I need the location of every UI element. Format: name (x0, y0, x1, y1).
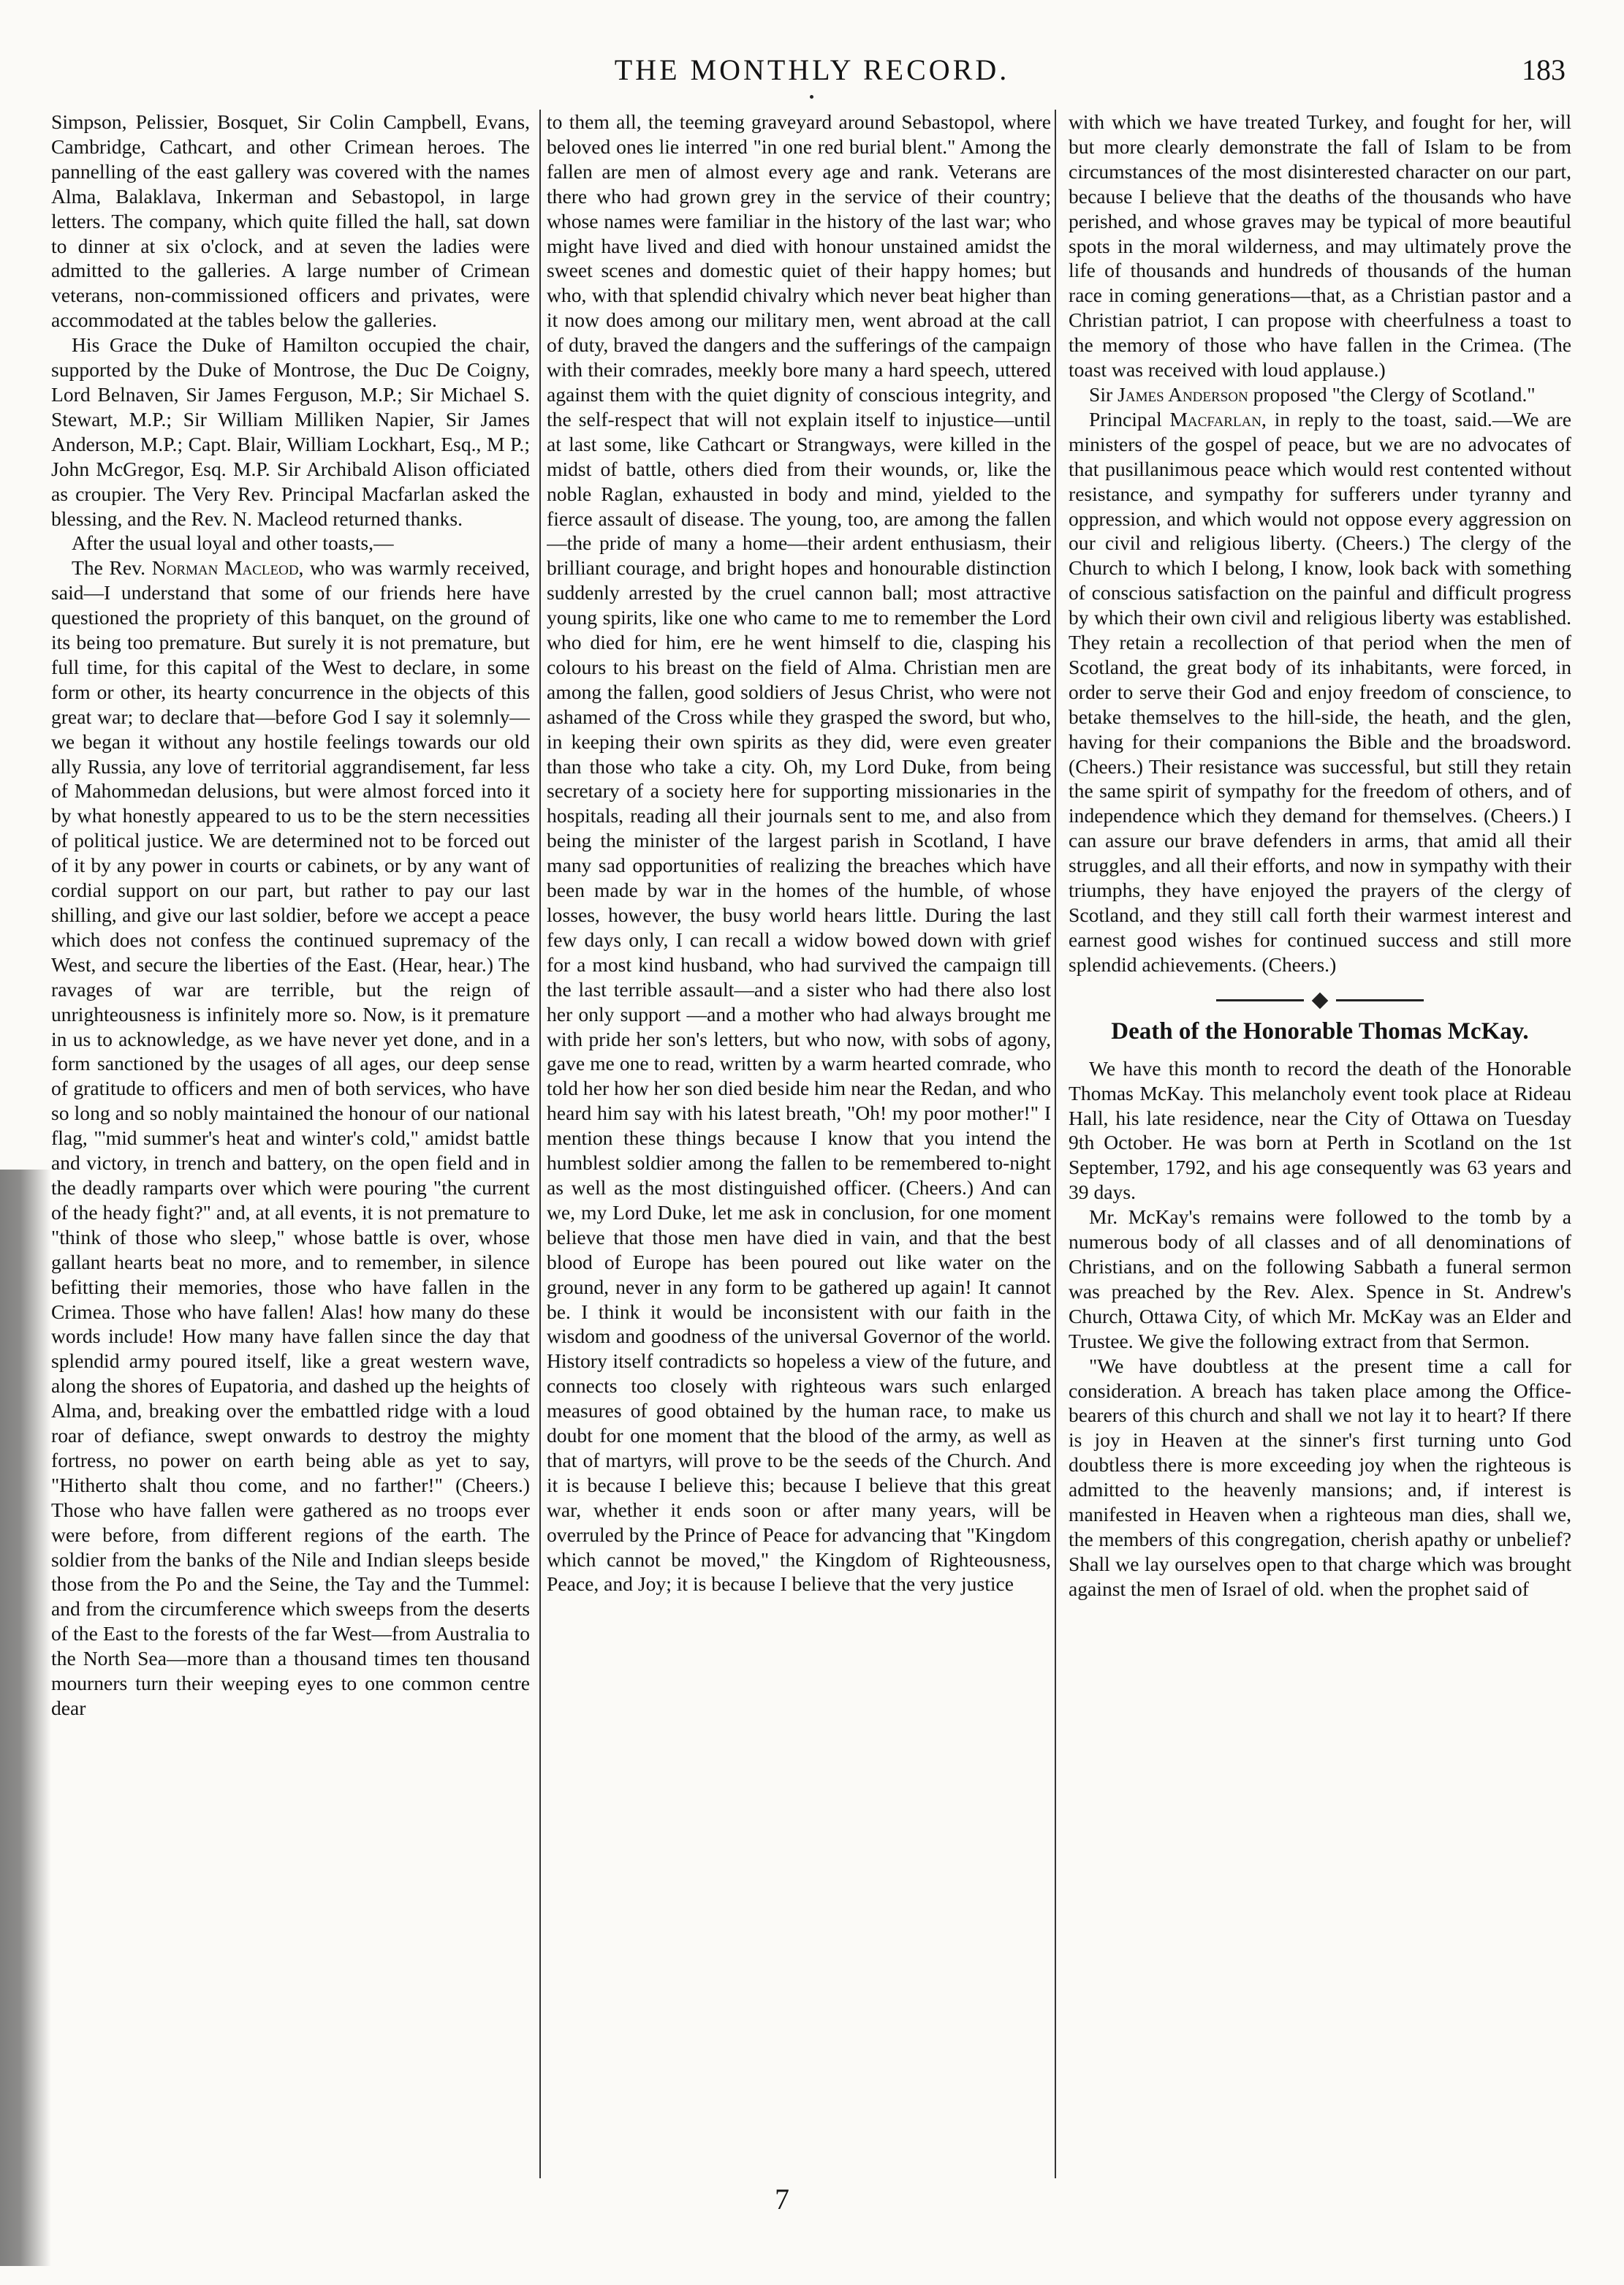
paragraph (51, 556, 530, 1721)
paragraph: Simpson, Pelissier, Bosquet, Sir Colin Campbell, Evans, Cambridge, Cathcart, and other Crimean heroes. The pannelling of the east gallery was covered with the names Alma, Balaklava, Inkerman and Sebastopol, in large letters. The company, which quite filled the hall, sat down to dinner at six o'clock, and at seven the ladies were admitted to the galleries. A large number of Crimean veterans, non-commissioned officers and privates, were accommodated at the tables below the galleries. (51, 110, 530, 332)
paragraph: "We have doubtless at the present time a call for consideration. A breach has taken place among the Office-bearers of this church and shall we not lay it to heart? If there is joy in Heaven at the sinner's first turning unto God doubtless there is more exceeding joy when the righteous is admitted to the heavenly mansions; and, if interest is manifested in Heaven when a righteous man dies, shall we, the members of this congregation, cherish apathy or unbelief? Shall we lay ourselves open to that charge which was brought against the men of Israel of old. when the prophet said of (1069, 1354, 1571, 1600)
ornament-line (1336, 999, 1424, 1001)
column-3 (1069, 110, 1571, 2193)
text-run: Principal (1089, 407, 1170, 431)
section-ornament (1069, 993, 1571, 1008)
ornament-line (1216, 999, 1304, 1001)
speaker-name: Macfarlan, (1169, 407, 1267, 431)
header-dot (810, 95, 813, 99)
paragraph: His Grace the Duke of Hamilton occupied the chair, supported by the Duke of Montrose, the Duc De Coigny, Lord Belnaven, Sir James Ferguson, M.P.; Sir Michael S. Stewart, M.P.; Sir William Milliken Napier, Sir James Anderson, M.P.; Capt. Blair, William Lockhart, Esq., M P.; John McGregor, Esq. M.P. Sir Archibald Alison officiated as croupier. The Very Rev. Principal Macfarlan asked the blessing, and the Rev. N. Macleod returned thanks. (51, 333, 530, 530)
text-run: proposed "the Clergy of Scotland." (1248, 382, 1536, 406)
section-title: Death of the Honorable Thomas McKay. (1111, 1018, 1529, 1045)
page-number: 183 (1522, 53, 1566, 86)
journal-title: THE MONTHLY RECORD. (614, 53, 1010, 86)
text-run: Sir (1089, 382, 1118, 406)
paragraph: After the usual loyal and other toasts,— (72, 531, 394, 555)
speaker-name: Norman Macleod, (151, 556, 304, 580)
paragraph: We have this month to record the death of the Honorable Thomas McKay. This melancholy event took place at Rideau Hall, his late residence, near the City of Ottawa on Tuesday 9th October. He was born at Perth in Scotland on the 1st September, 1792, and his age consequently was 63 years and 39 days. (1069, 1056, 1571, 1204)
paragraph: with which we have treated Turkey, and fought for her, will but more clearly demonstrate the fall of Islam to be from circumstances of the most disinterested character on our part, because I believe that the deaths of the thousands who have perished, and whose graves may be typical of more beautiful spots in the moral wilderness, and may ultimately prove the life of thousands and hundreds of thousands of the human race in coming generations—that, as a Christian pastor and a Christian patriot, I can propose with cheerfulness a toast to the memory of those who have fallen in the Crimea. (The toast was received with loud applause.) (1069, 110, 1571, 382)
column-1 (51, 110, 530, 2193)
paragraph (1069, 382, 1571, 407)
text-run: The Rev. (72, 556, 152, 580)
paragraph: to them all, the teeming graveyard around Sebastopol, where beloved ones lie interred "in one red burial blent." Among the fallen are men of almost every age and rank. Veterans are there who had grown grey in the service of their country; whose names were familiar in the history of the last war; who might have lived and died with honour unstained amidst the sweet scenes and domestic quiet of their happy homes; but who, with that splendid chivalry which never beat higher than it now does among our military men, went abroad at the call of duty, braved the dangers and the sufferings of the campaign with their comrades, meekly bore many a hard speech, uttered against them with the quiet dignity of conscious integrity, and the self-respect that will not explain itself to injustice—until at last some, like Cathcart or Strangways, were killed in the midst of battle, others died from their wounds, or, like the noble Raglan, exhausted in body and mind, yielded to the fierce assault of disease. The young, too, are among the fallen—the pride of many a home—their ardent enthusiasm, their brilliant courage, and bright hopes and honourable distinction suddenly arrested by the cruel cannon ball; most attractive young spirits, like one who came to me to remember the Lord who died for him, ere he went himself to die, clasping his colours to his breast on the field of Alma. Christian men are among the fallen, good soldiers of Jesus Christ, who were not ashamed of the Cross while they grasped the sword, but who, in keeping their own spirits as they did, were even greater than those who take a city. Oh, my Lord Duke, from being secretary of a society here for supporting missionaries in the hospitals, reading all their journals sent to me, and also from being the minister of the largest parish in Scotland, I have many sad opportunities of realizing the breaches which have been made by war in the homes of the humble, of whose losses, however, the busy world hears little. During the last few days only, I can recall a widow bowed down with grief for a most kind husband, who had survived the campaign till the last terrible assault—and a sister who had there also lost her only support —and a mother who had always brought me with pride her son's letters, but who now, with sobs of agony, gave me one to read, written by a warm hearted comrade, who told her how her son died beside him near the Redan, and who heard him say with his latest breath, "Oh! my poor mother!" I mention these things because I know that you intend the humblest soldier among the fallen to be remembered to-night as well as the most distinguished officer. (Cheers.) And can we, my Lord Duke, let me ask in conclusion, for one moment believe that those men have died in vain, and that the best blood of Europe has been poured out like water on the ground, never in any form to be gathered up again! It cannot be. I think it would be inconsistent with our faith in the wisdom and goodness of the universal Governor of the world. History itself contradicts so hopeless a view of the future, and connects too closely with righteous wars such enlarged measures of good obtained by the human race, to make us doubt for one moment that the blood of the army, as well as that of martyrs, will prove to be the seeds of the Church. And it is because I believe this; because I believe that this great war, whether it ends soon or after many years, will be overruled by the Prince of Peace for advancing that "Kingdom which cannot be moved," the Kingdom of Righteousness, Peace, and Joy; it is because I believe that the very justice (547, 110, 1051, 1596)
text-columns (51, 110, 1571, 2193)
text-run: who was warmly received, said—I understand that some of our friends here have questioned the propriety of this banquet, on the ground of its being too premature. But surely it is not premature, but full time, for this capital of the West to declare, in some form or other, its hearty concurrence in the objects of this great war; to declare that—before God I say it solemnly—we began it without any hostile feelings towards our old ally Russia, any love of territorial aggrandisement, far less of Mahommedan delusions, but were almost forced into it by what honestly appeared to us to be the stern necessities of political justice. We are determined not to be forced out of it by any power in courts or cabinets, or by any want of cordial support on our part, but rather to pay our last shilling, and give our last soldier, before we accept a peace which does not confess the continued supremacy of the West, and secure the liberties of the East. (Hear, hear.) The ravages of war are terrible, but the reign of unrighteousness is infinitely more so. Now, is it premature in us to acknowledge, as we have never yet done, and in a form sanctioned by the usages of all ages, our deep sense of gratitude to officers and men of both services, who have so long and so nobly maintained the honour of our national flag, "'mid summer's heat and winter's cold," amidst battle and victory, in trench and battery, on the open field and in the deadly ramparts over which were pouring "the current of the heady fight?" and, at all events, it is not premature to "think of those who sleep," whose battle is over, whose gallant hearts beat no more, and to remember, in silence befitting their memories, those who have fallen in the Crimea. Those who have fallen! Alas! how many do these words include! How many have fallen since the day that splendid army poured itself, like a great western wave, along the shores of Eupatoria, and dashed up the heights of Alma, and, breaking over the embattled ridge with a loud roar of defiance, swept onwards to destroy the mighty fortress, no power on earth being able as yet to say, "Hitherto shalt thou come, and no farther!" (Cheers.) Those who have fallen were gathered as no troops ever were before, from different regions of the earth. The soldier from the banks of the Nile and Indian sleeps beside those from the Po and the Seine, the Tay and the Tummel: and from the circumference which sweeps from the deserts of the East to the forests of the far West—from Australia to the North Sea—more than a thousand times ten thousand mourners turn their weeping eyes to one common centre dear (51, 556, 530, 1719)
text-run: in reply to the toast, said.—We are ministers of the gospel of peace, but we are no advocates of that pusillanimous peace which would rest contented without resistance, and sympathy for sufferers under tyranny and oppression, and which would not oppose every aggression on our civil and religious liberty. (Cheers.) The clergy of the Church to which I belong, I know, look back with something of conscious satisfaction on the painful and difficult progress by which their own civil and religious liberty was established. They retain a recollection of that period when the men of Scotland, the great body of its inhabitants, were forced, in order to serve their God and enjoy freedom of conscience, to betake themselves to the hill-side, the heath, and the glen, having for their companions the Bible and the broadsword. (Cheers.) Their resistance was successful, but still they retain the same spirit of sympathy for the freedom of others, and of independence which they demand for themselves. (Cheers.) I can assure our brave defenders in arms, that amid all their struggles, and all their efforts, and now in sympathy with their triumphs, they have enjoyed the prayers of the clergy of Scotland, and they still call forth their warmest interest and earnest good wishes for continued success and still more splendid achievements. (Cheers.) (1069, 407, 1571, 976)
binding-shadow (0, 1170, 51, 2266)
speaker-name: James Anderson (1118, 382, 1248, 406)
column-2 (547, 110, 1051, 2193)
running-head (51, 47, 1573, 98)
ornament-diamond-icon (1312, 992, 1329, 1009)
paragraph: Mr. McKay's remains were followed to the tomb by a numerous body of all classes and of all denominations of Christians, and on the following Sabbath a funeral sermon was preached by the Rev. Alex. Spence in St. Andrew's Church, Ottawa City, of which Mr. McKay was an Elder and Trustee. We give the following extract from that Sermon. (1069, 1205, 1571, 1352)
paragraph (1069, 407, 1571, 977)
signature-mark: 7 (775, 2183, 789, 2216)
